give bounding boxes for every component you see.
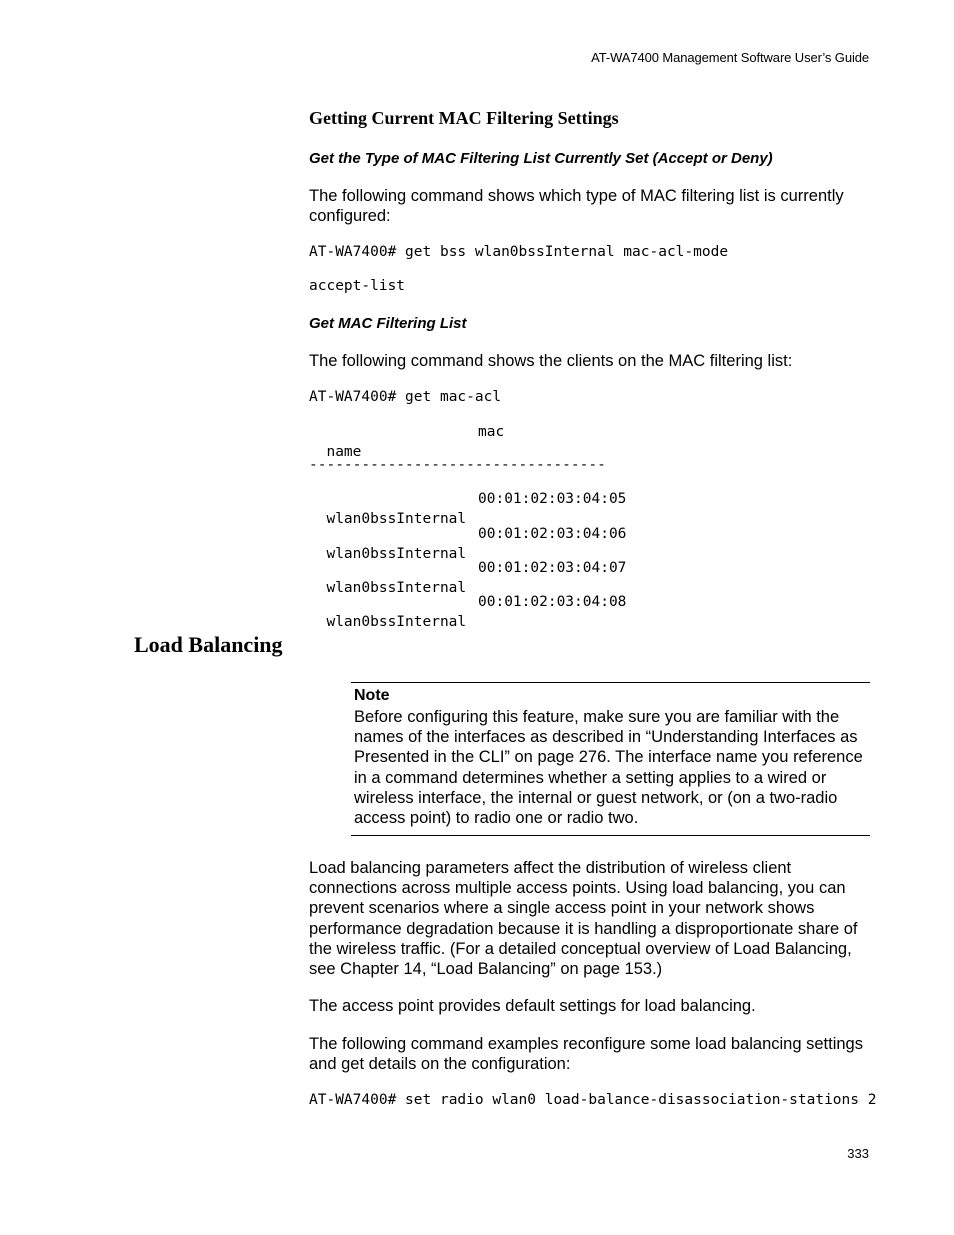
table-row: [309, 489, 709, 527]
output-column-headers: [309, 422, 709, 460]
cli-command: get bss wlan0bssInternal mac-acl-mode: [405, 244, 729, 260]
row-mac: 00:01:02:03:04:08: [478, 594, 627, 610]
section-heading-load-balancing: Load Balancing: [134, 632, 283, 657]
page-number: 333: [847, 1146, 869, 1161]
row-name: wlan0bssInternal: [326, 580, 467, 596]
paragraph-list-type-intro: The following command shows which type of MAC filtering list is currently configured:: [309, 187, 844, 226]
command-line-mac-acl-mode: [309, 242, 728, 262]
row-name: wlan0bssInternal: [326, 546, 467, 562]
output-separator: ----------------------------------: [309, 457, 606, 473]
cli-prompt: AT-WA7400#: [309, 389, 397, 405]
note-title: Note: [354, 687, 390, 704]
column-header-name: name: [326, 444, 362, 460]
command-line-get-mac-acl: [309, 387, 501, 407]
heading-mac-list: Get MAC Filtering List: [309, 315, 467, 332]
paragraph-default-settings: The access point provides default settings for load balancing.: [309, 997, 756, 1015]
paragraph-command-examples-intro: The following command examples reconfigure some load balancing settings and get details on the configuration:: [309, 1035, 863, 1074]
note-body: Before configuring this feature, make sure you are familiar with the names of the interfaces as described in “Understanding Interfaces as Presented in the CLI” on page 276. The interface name you reference in a command determines whether a setting applies to a wired or wireless interface, the internal or guest network, or (on a two-radio access point) to radio one or radio two.: [354, 708, 863, 828]
section-subheading-mac-filtering: Getting Current MAC Filtering Settings: [309, 108, 619, 128]
heading-list-type: Get the Type of MAC Filtering List Currently Set (Accept or Deny): [309, 150, 773, 167]
cli-prompt: AT-WA7400#: [309, 1092, 397, 1108]
command-line-load-balance: [309, 1090, 876, 1110]
paragraph-load-balancing-overview: Load balancing parameters affect the distribution of wireless client connections across multiple access points. Using load balancing, you can prevent scenarios where a single access point in your network shows performance degradation because it is handling a disproportionate share of the wireless traffic. (For a detailed conceptual overview of Load Balancing, see Chapter 14, “Load Balancing” on page 153.): [309, 859, 858, 979]
row-mac: 00:01:02:03:04:07: [478, 560, 627, 576]
cli-command: get mac-acl: [405, 389, 502, 405]
row-mac: 00:01:02:03:04:05: [478, 491, 627, 507]
command-output: accept-list: [309, 278, 406, 294]
cli-prompt: AT-WA7400#: [309, 244, 397, 260]
row-mac: 00:01:02:03:04:06: [478, 526, 627, 542]
running-header: AT-WA7400 Management Software User’s Guide: [591, 50, 869, 65]
table-row: [309, 592, 709, 630]
column-header-mac: mac: [478, 424, 505, 440]
cli-command: set radio wlan0 load-balance-disassociation-stations 2: [405, 1092, 877, 1108]
row-name: wlan0bssInternal: [326, 511, 467, 527]
table-row: [309, 558, 709, 596]
note-box: [351, 682, 870, 836]
row-name: wlan0bssInternal: [326, 614, 467, 630]
table-row: [309, 524, 709, 562]
paragraph-mac-list-intro: The following command shows the clients on the MAC filtering list:: [309, 352, 793, 370]
